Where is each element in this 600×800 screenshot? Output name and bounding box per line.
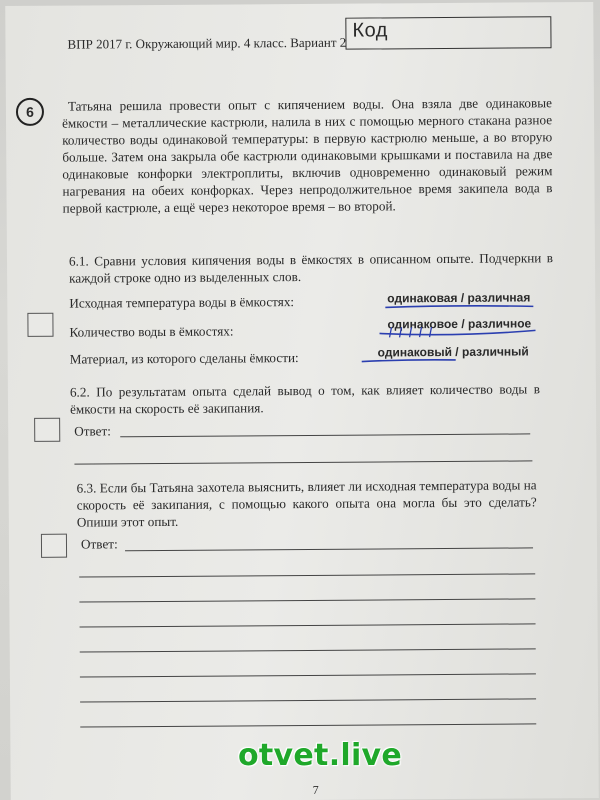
answer-6-3-label: Ответ: xyxy=(80,536,118,552)
row-3-separator: / xyxy=(455,344,459,359)
row-3-label: Материал, из которого сделаны ёмкости: xyxy=(69,350,299,367)
row-1-option-b[interactable]: различная xyxy=(467,290,531,305)
row-2-option-b[interactable]: различное xyxy=(467,316,532,331)
task-number-badge: 6 xyxy=(16,98,44,126)
question-6-2-text: 6.2. По результатам опыта сделай вывод о том, как влияет количество воды в ёмкости на скорость её закипания. xyxy=(69,381,540,417)
code-field[interactable]: Код xyxy=(345,16,551,49)
watermark-text: otvet.live xyxy=(238,738,403,773)
question-6-3-text: 6.3. Если бы Татьяна захотела выяснить, влияет ли исходная температура воды на скорость её закипания, с помощью какого опыта она могла бы это сделать? Опиши этот опыт. xyxy=(76,477,537,530)
answer-6-2-label: Ответ: xyxy=(74,423,111,439)
row-2-label: Количество воды в ёмкостях: xyxy=(69,323,234,340)
score-box-6-2[interactable] xyxy=(34,418,60,442)
score-box-6-3[interactable] xyxy=(41,534,67,558)
row-3-option-b[interactable]: различный xyxy=(461,344,529,359)
page-number: 7 xyxy=(312,782,319,797)
tick-marks-row-2 xyxy=(389,327,431,337)
row-1-label: Исходная температура воды в ёмкостях: xyxy=(69,294,295,311)
worksheet-page xyxy=(5,2,599,800)
page-header: ВПР 2017 г. Окружающий мир. 4 класс. Вариант 2 xyxy=(67,34,347,52)
row-1-option-a[interactable]: одинаковая xyxy=(387,290,458,306)
underline-row-1 xyxy=(385,305,533,307)
task-text: Татьяна решила провести опыт с кипячением воды. Она взяла две одинаковые ёмкости – металлические кастрюли, налила в них с помощью мерного стакана разное количество воды одинаковой температуры: в первую кастрюлю меньше, а во вторую больше. Затем она закрыла обе кастрюли одинаковыми крышками и поставила на две одинаковые конфорки электроплиты, включив одновременно одинаковый режим нагревания на обеих конфорках. Через непродолжительное время закипела вода в первой кастрюле, а ещё через некоторое время – во второй. xyxy=(61,95,553,216)
underline-row-2 xyxy=(380,330,536,335)
row-3-option-a[interactable]: одинаковый xyxy=(377,344,452,360)
row-2-option-a[interactable]: одинаковое xyxy=(387,316,459,332)
question-6-1-text: 6.1. Сравни условия кипячения воды в ёмкостях в описанном опыте. Подчеркни в каждой строке одно из выделенных слов. xyxy=(68,250,554,286)
underline-row-3 xyxy=(362,360,456,362)
row-1-separator: / xyxy=(460,290,465,305)
row-2-separator: / xyxy=(461,316,465,331)
